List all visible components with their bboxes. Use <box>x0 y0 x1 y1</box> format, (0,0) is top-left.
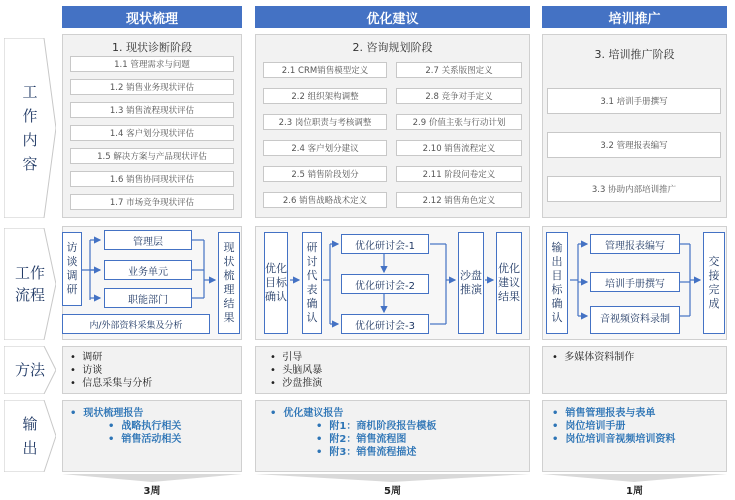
content-item: 2.9 价值主张与行动计划 <box>396 114 522 130</box>
duration-phase-3: 1周 <box>626 486 643 497</box>
content-item: 2.5 销售阶段划分 <box>263 166 387 182</box>
output-main: • 岗位培训音视频培训资料 <box>552 434 676 445</box>
method-item: • 访谈 <box>70 365 103 376</box>
method-item: • 引导 <box>270 352 303 363</box>
flow-box-av: 音视频资料录制 <box>590 306 680 334</box>
content-title-2: 2. 咨询规划阶段 <box>352 41 433 54</box>
content-title-3: 3. 培训推广阶段 <box>594 48 675 61</box>
flow-step-rep-confirm: 研讨代表确认 <box>302 232 322 334</box>
content-item: 2.12 销售角色定义 <box>396 192 522 208</box>
output-main: • 优化建议报告 <box>270 408 344 419</box>
content-item: 2.7 关系版图定义 <box>396 62 522 78</box>
flow-step-goal-confirm: 优化目标确认 <box>264 232 288 334</box>
flow-box-business-unit: 业务单元 <box>104 260 192 280</box>
duration-phase-1: 3周 <box>143 486 161 497</box>
content-item: 2.10 销售流程定义 <box>396 140 522 156</box>
output-sub: • 战略执行相关 <box>108 421 182 432</box>
output-main: • 现状梳理报告 <box>70 408 144 419</box>
content-item: 1.2 销售业务现状评估 <box>70 79 234 95</box>
content-item: 1.6 销售协同现状评估 <box>70 171 234 187</box>
method-item: • 信息采集与分析 <box>70 378 153 389</box>
output-list-3 <box>552 407 675 446</box>
content-item: 1.7 市场竞争现状评估 <box>70 194 234 210</box>
method-item: • 多媒体资料制作 <box>552 352 635 363</box>
flow-box-workshop-2: 优化研讨会-2 <box>341 274 429 294</box>
content-item: 2.8 竞争对手定义 <box>396 88 522 104</box>
output-sub: • 附3：销售流程描述 <box>316 447 417 458</box>
phase-header-2: 优化建议 <box>255 6 530 28</box>
output-list-2 <box>270 407 436 459</box>
method-list-2 <box>270 351 322 390</box>
content-item: 1.1 管理需求与问题 <box>70 56 234 72</box>
phase-header-1: 现状梳理 <box>62 6 242 28</box>
content-title-1: 1. 现状诊断阶段 <box>112 41 192 54</box>
flow-box-data-collection: 内/外部资料采集及分析 <box>62 314 210 334</box>
content-item: 3.1 培训手册撰写 <box>547 88 721 114</box>
content-item: 2.4 客户划分建议 <box>263 140 387 156</box>
flow-box-workshop-1: 优化研讨会-1 <box>341 234 429 254</box>
flow-box-management: 管理层 <box>104 230 192 250</box>
method-list-1 <box>70 351 152 390</box>
flow-step-interview: 访谈调研 <box>62 232 82 306</box>
content-item: 3.2 管理报表编写 <box>547 132 721 158</box>
content-item: 2.2 组织架构调整 <box>263 88 387 104</box>
row-label-work-content: 工作内容 <box>4 38 56 218</box>
row-label-method: 方法 <box>4 346 56 394</box>
row-label-output: 输出 <box>4 400 56 472</box>
output-sub: • 附1：商机阶段报告模板 <box>316 421 437 432</box>
flow-step-sandbox: 沙盘推演 <box>458 232 484 334</box>
duration-phase-2: 5周 <box>384 486 401 497</box>
method-item: • 头脑风暴 <box>270 365 323 376</box>
flow-box-functional-dept: 职能部门 <box>104 288 192 308</box>
output-sub: • 附2：销售流程图 <box>316 434 407 445</box>
flow-step-suggest-result: 优化建议结果 <box>496 232 522 334</box>
flow-step-current-result: 现状梳理结果 <box>218 232 240 334</box>
method-item: • 调研 <box>70 352 103 363</box>
method-item: • 沙盘推演 <box>270 378 323 389</box>
content-item: 3.3 协助内部培训推广 <box>547 176 721 202</box>
content-item: 1.3 销售流程现状评估 <box>70 102 234 118</box>
flow-box-report: 管理报表编写 <box>590 234 680 254</box>
output-sub: • 销售活动相关 <box>108 434 182 445</box>
output-list-1 <box>70 407 181 446</box>
row-label-workflow: 工作流程 <box>4 228 56 340</box>
content-item: 1.5 解决方案与产品现状评估 <box>70 148 234 164</box>
phase-header-3: 培训推广 <box>542 6 727 28</box>
content-item: 2.6 销售战略战术定义 <box>263 192 387 208</box>
flow-step-handover: 交接完成 <box>703 232 725 334</box>
content-item: 2.11 阶段问卷定义 <box>396 166 522 182</box>
flow-box-manual: 培训手册撰写 <box>590 272 680 292</box>
content-item: 2.1 CRM销售模型定义 <box>263 62 387 78</box>
output-main: • 销售管理报表与表单 <box>552 408 656 419</box>
output-main: • 岗位培训手册 <box>552 421 626 432</box>
method-list-3 <box>552 351 634 364</box>
content-item: 1.4 客户划分现状评估 <box>70 125 234 141</box>
flow-box-workshop-3: 优化研讨会-3 <box>341 314 429 334</box>
flow-step-output-confirm: 输出目标确认 <box>546 232 568 334</box>
content-item: 2.3 岗位职责与考核调整 <box>263 114 387 130</box>
